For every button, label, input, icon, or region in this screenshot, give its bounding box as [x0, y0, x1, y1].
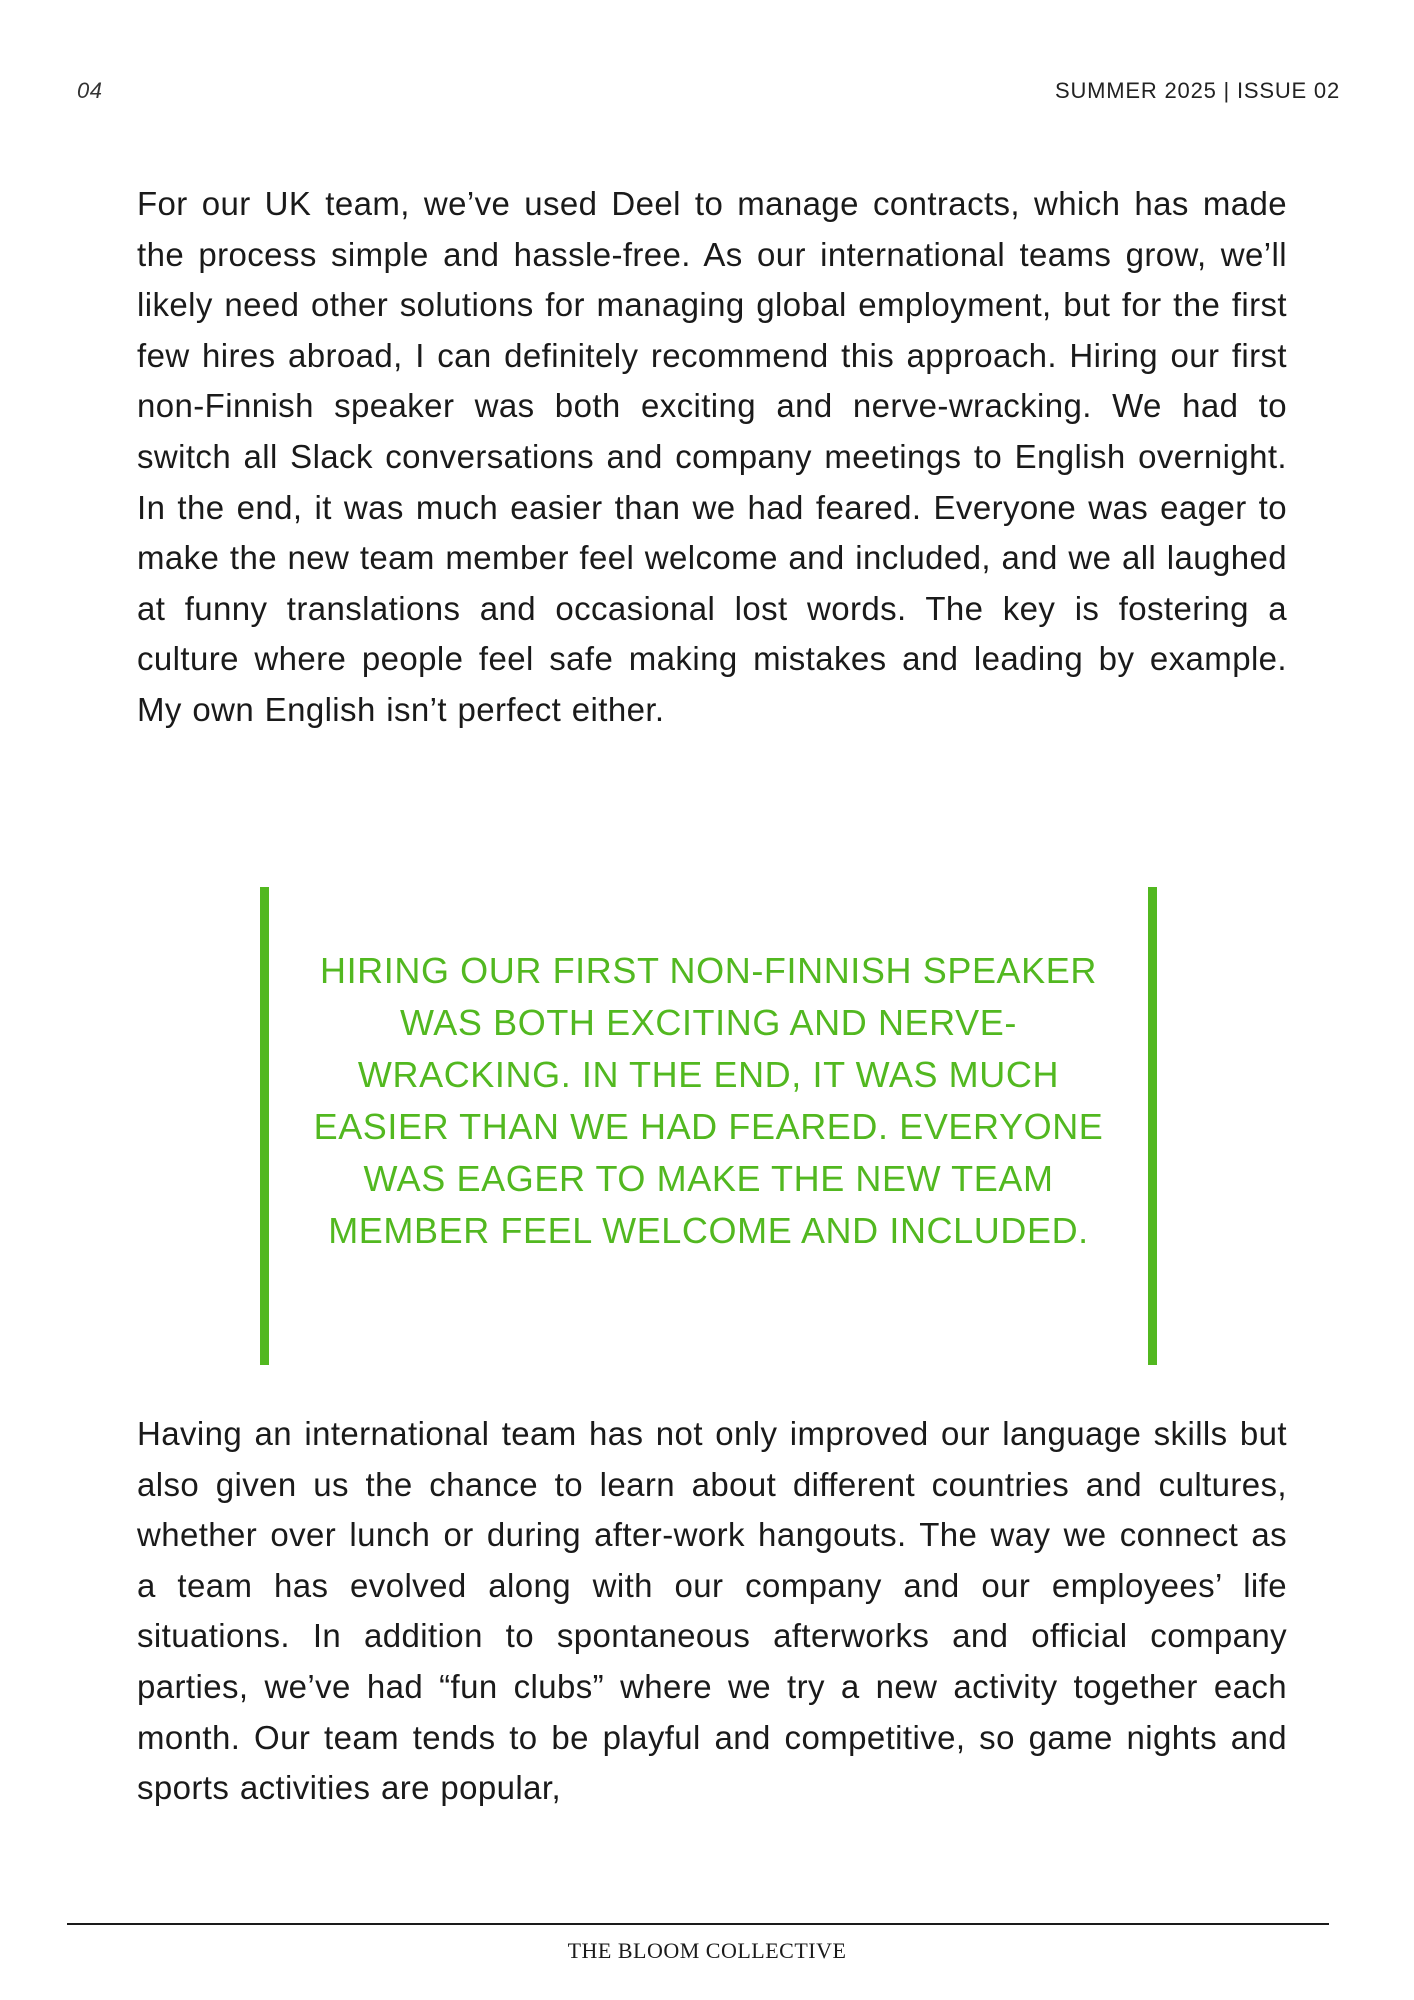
body-paragraph-1: For our UK team, we’ve used Deel to manage contracts, which has made the process simple and hassle-free. As our international teams grow, we’ll likely need other solutions for managing global employment, but for the first few hires abroad, I can definitely recommend this approach. Hiring our first non-Finnish speaker was both exciting and nerve-wracking. We had to switch all Slack conversations and company meetings to English overnight. In the end, it was much easier than we had feared. Everyone was eager to make the new team member feel welcome and included, and we all laughed at funny translations and occasional lost words. The key is fostering a culture where people feel safe making mistakes and leading by example. My own English isn’t perfect either. — [137, 185, 1287, 728]
pullquote-right-bar — [1148, 887, 1157, 1365]
issue-label: SUMMER 2025 | ISSUE 02 — [1055, 78, 1340, 103]
pullquote-left-bar — [260, 887, 269, 1365]
page-number: 04 — [77, 78, 103, 103]
footer-divider — [67, 1923, 1329, 1925]
pullquote-text: HIRING OUR FIRST NON-FINNISH SPEAKER WAS BOTH EXCITING AND NERVE-WRACKING. IN THE END, IT WAS MUCH EASIER THAN WE HAD FEARED. EVERYONE WAS EAGER TO MAKE THE NEW TEAM MEMBER FEEL WELCOME AND INCLUDED. — [313, 950, 1104, 1251]
footer-publication-name: THE BLOOM COLLECTIVE — [567, 1938, 847, 1963]
body-paragraph-2: Having an international team has not only improved our language skills but also given us the chance to learn about different countries and cultures, whether over lunch or during after-work hangouts. The way we connect as a team has evolved along with our company and our employees’ life situations. In addition to spontaneous afterworks and official company parties, we’ve had “fun clubs” where we try a new activity together each month. Our team tends to be playful and competitive, so game nights and sports activities are popular, — [137, 1415, 1287, 1807]
pullquote — [260, 887, 1157, 1365]
